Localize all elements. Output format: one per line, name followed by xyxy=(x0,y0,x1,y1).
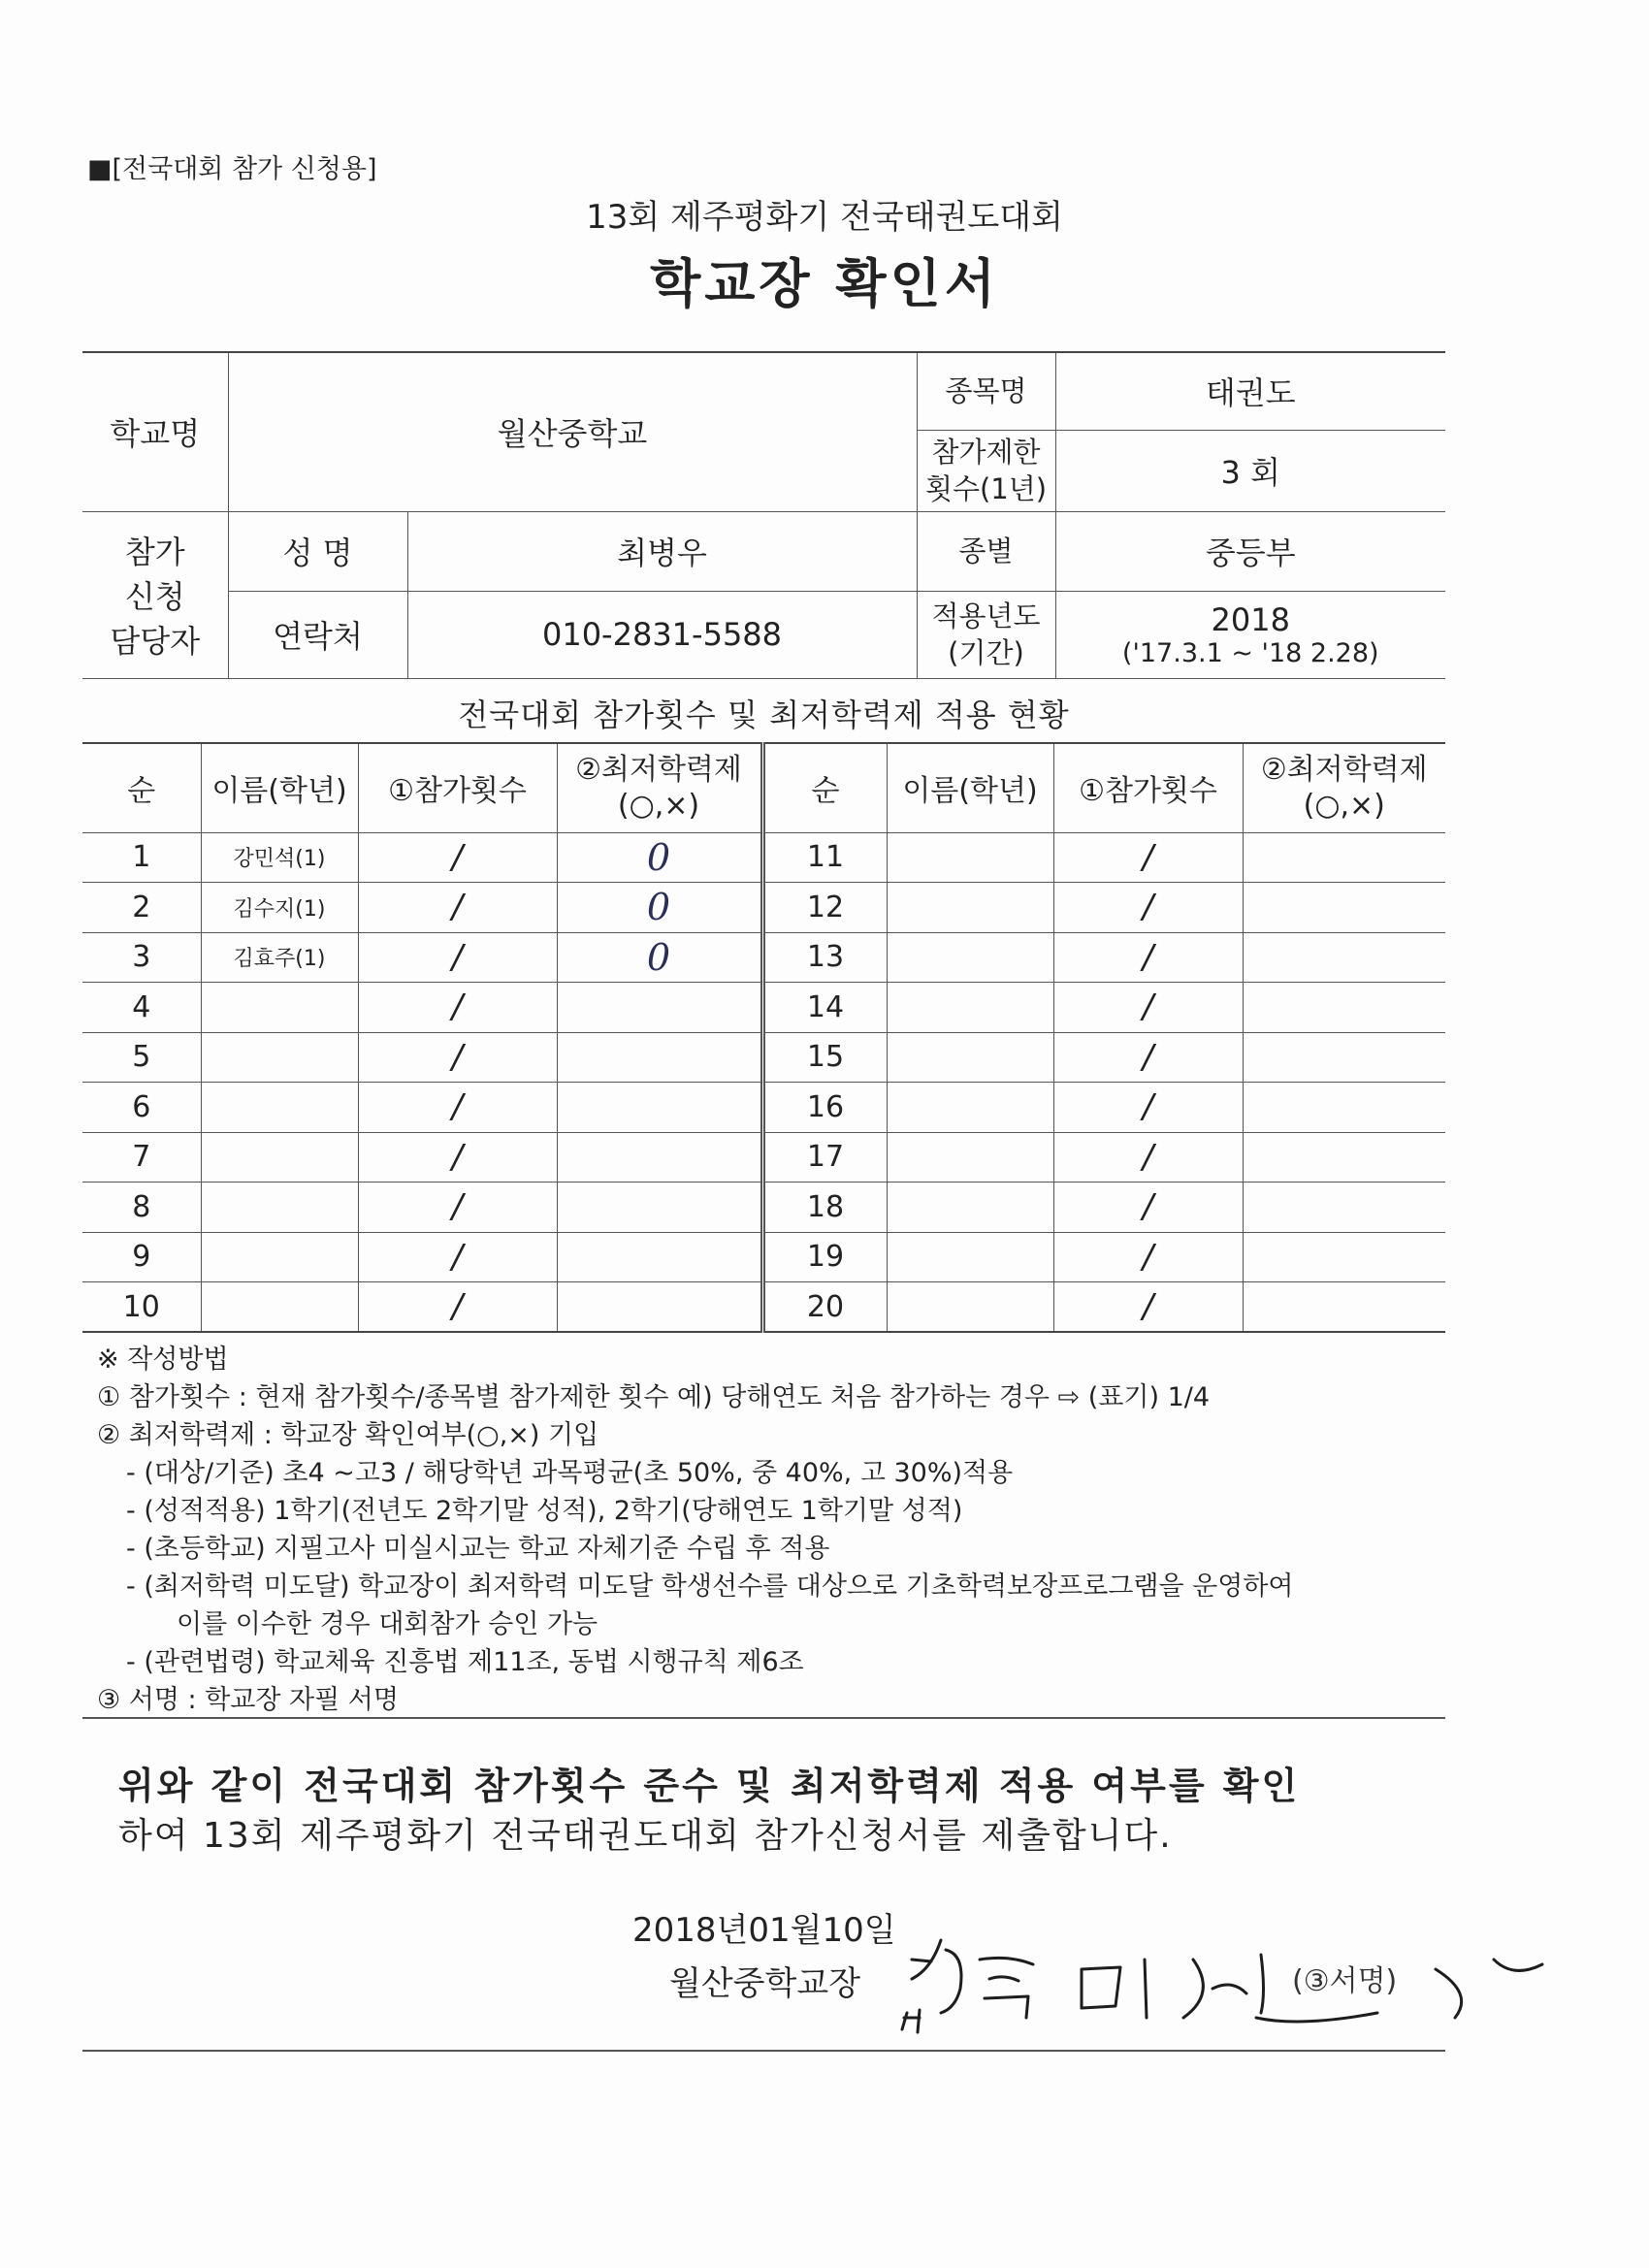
participation-count-cell: / xyxy=(1053,1232,1243,1282)
participation-count-cell: / xyxy=(358,832,557,883)
participation-limit-value: 3 회 xyxy=(1055,430,1445,511)
participation-count-cell: / xyxy=(358,1083,557,1133)
declaration-line-2: 하여 13회 제주평화기 전국태권도대회 참가신청서를 제출합니다. xyxy=(118,1816,1173,1856)
guide-item-2e: - (관련법령) 학교체육 진흥법 제11조, 동법 시행규칙 제6조 xyxy=(126,1647,804,1677)
table-row xyxy=(82,883,1445,933)
academic-check-cell xyxy=(557,1232,762,1282)
row-number: 9 xyxy=(82,1232,201,1282)
table-row xyxy=(82,1183,1445,1233)
row-number: 19 xyxy=(762,1232,887,1282)
applicable-year-label xyxy=(917,591,1055,678)
event-label: 종목명 xyxy=(917,352,1055,430)
academic-check-cell: 0 xyxy=(557,883,762,933)
student-name-cell xyxy=(887,1232,1053,1282)
table-row xyxy=(82,1232,1445,1282)
header-count: ①참가횟수 xyxy=(358,743,557,832)
row-number: 6 xyxy=(82,1083,201,1133)
student-name-cell: 강민석(1) xyxy=(201,832,358,883)
contact-label-line1: 참가 xyxy=(124,534,185,570)
guide-item-2: ② 최저학력제 : 학교장 확인여부(○,×) 기입 xyxy=(97,1420,599,1450)
competition-subtitle: 13회 제주평화기 전국태권도대회 xyxy=(586,198,1063,237)
student-name-cell xyxy=(887,1132,1053,1183)
guide-item-2d: - (최저학력 미도달) 학교장이 최저학력 미도달 학생선수를 대상으로 기초학력보장프로그램을 운영하여 xyxy=(126,1571,1294,1602)
academic-check-cell xyxy=(557,1183,762,1233)
declaration-line-1: 위와 같이 전국대회 참가횟수 준수 및 최저학력제 적용 여부를 확인 xyxy=(118,1765,1301,1807)
participation-count-cell: / xyxy=(358,1032,557,1083)
row-number: 4 xyxy=(82,983,201,1033)
participation-count-cell: / xyxy=(1053,1032,1243,1083)
academic-check-cell: 0 xyxy=(557,932,762,983)
student-name-cell xyxy=(887,1032,1053,1083)
guide-item-2c: - (초등학교) 지필고사 미실시교는 학교 자체기준 수립 후 적용 xyxy=(126,1534,830,1564)
participation-count-cell: / xyxy=(358,1132,557,1183)
event-value: 태권도 xyxy=(1055,352,1445,430)
handwritten-signature xyxy=(873,1921,1552,2037)
participation-count-cell: / xyxy=(1053,1282,1243,1333)
writing-guide xyxy=(97,1341,1455,1719)
participation-limit-label-line1: 참가제한 xyxy=(931,436,1041,469)
academic-check-cell xyxy=(557,1083,762,1133)
header-name: 이름(학년) xyxy=(201,743,358,832)
divider-line xyxy=(82,1717,1445,1719)
participation-count-cell: / xyxy=(1053,1083,1243,1133)
academic-check-cell xyxy=(1243,1232,1445,1282)
student-name-cell xyxy=(887,1083,1053,1133)
row-number: 10 xyxy=(82,1282,201,1333)
division-value: 중등부 xyxy=(1055,511,1445,591)
academic-check-cell: 0 xyxy=(557,832,762,883)
contact-name-value: 최병우 xyxy=(407,511,917,591)
student-name-cell: 김효주(1) xyxy=(201,932,358,983)
header-name-right: 이름(학년) xyxy=(887,743,1053,832)
table-row xyxy=(82,983,1445,1033)
student-name-cell xyxy=(887,983,1053,1033)
row-number: 1 xyxy=(82,832,201,883)
row-number: 7 xyxy=(82,1132,201,1183)
division-label: 종별 xyxy=(917,511,1055,591)
applicable-year-value: 2018 xyxy=(1211,600,1290,638)
participation-count-cell: / xyxy=(1053,983,1243,1033)
student-name-cell xyxy=(887,1282,1053,1333)
row-number: 5 xyxy=(82,1032,201,1083)
applicable-year-label-line1: 적용년도 xyxy=(931,599,1041,632)
applicable-year-cell xyxy=(1055,591,1445,678)
contact-person-label xyxy=(82,511,228,678)
student-name-cell xyxy=(887,1183,1053,1233)
row-number: 13 xyxy=(762,932,887,983)
records-header-row xyxy=(82,743,1445,832)
applicable-year-label-line2: (기간) xyxy=(948,636,1024,669)
student-name-cell xyxy=(201,1132,358,1183)
participation-limit-label-line2: 횟수(1년) xyxy=(924,472,1048,505)
table-row xyxy=(82,932,1445,983)
school-info-table xyxy=(82,351,1445,679)
signature-mark-label: (③서명) xyxy=(1292,1964,1398,1998)
academic-check-cell xyxy=(557,1132,762,1183)
form-usage-tag: ■[전국대회 참가 신청용] xyxy=(87,154,377,184)
guide-item-2b: - (성적적용) 1학기(전년도 2학기말 성적), 2학기(당해연도 1학기말 성적) xyxy=(126,1496,963,1526)
academic-check-cell xyxy=(1243,983,1445,1033)
guide-item-2d-continued: 이를 이수한 경우 대회참가 승인 가능 xyxy=(177,1609,598,1639)
student-name-cell xyxy=(887,932,1053,983)
row-number: 18 xyxy=(762,1183,887,1233)
table-row xyxy=(82,1132,1445,1183)
applicable-period: ('17.3.1 ~ '18 2.28) xyxy=(1121,637,1379,668)
participation-count-cell: / xyxy=(1053,932,1243,983)
participation-count-cell: / xyxy=(1053,883,1243,933)
header-academic-right xyxy=(1243,743,1445,832)
signoff-date: 2018년01월10일 xyxy=(632,1911,896,1950)
contact-phone-value: 010-2831-5588 xyxy=(407,591,917,678)
academic-check-cell xyxy=(1243,1183,1445,1233)
participation-count-cell: / xyxy=(358,1232,557,1282)
row-number: 3 xyxy=(82,932,201,983)
row-number: 12 xyxy=(762,883,887,933)
participation-limit-label xyxy=(917,430,1055,511)
contact-label-line3: 담당자 xyxy=(110,623,201,660)
row-number: 2 xyxy=(82,883,201,933)
participation-count-cell: / xyxy=(358,883,557,933)
table-row xyxy=(82,1083,1445,1133)
student-name-cell xyxy=(887,883,1053,933)
header-academic xyxy=(557,743,762,832)
academic-check-cell xyxy=(557,983,762,1033)
participation-count-cell: / xyxy=(358,983,557,1033)
participation-count-cell: / xyxy=(1053,1183,1243,1233)
student-name-cell: 김수지(1) xyxy=(201,883,358,933)
table-row xyxy=(82,832,1445,883)
row-number: 8 xyxy=(82,1183,201,1233)
student-name-cell xyxy=(201,1282,358,1333)
participation-count-cell: / xyxy=(1053,832,1243,883)
participation-records-table xyxy=(82,742,1445,1333)
guide-item-2a: - (대상/기준) 초4 ~고3 / 해당학년 과목평균(초 50%, 중 40%, 고 30%)적용 xyxy=(126,1458,1014,1488)
academic-check-cell xyxy=(1243,932,1445,983)
guide-title: ※ 작성방법 xyxy=(97,1345,229,1375)
academic-check-cell xyxy=(1243,1132,1445,1183)
header-academic-line2: (○,×) xyxy=(617,789,700,824)
row-number: 14 xyxy=(762,983,887,1033)
school-name-label: 학교명 xyxy=(82,352,228,511)
academic-check-cell xyxy=(557,1282,762,1333)
header-no-right: 순 xyxy=(762,743,887,832)
table-row xyxy=(82,1032,1445,1083)
participation-count-cell: / xyxy=(358,1282,557,1333)
participation-count-cell: / xyxy=(358,932,557,983)
school-name-value: 월산중학교 xyxy=(228,352,917,511)
header-academic-right-line2: (○,×) xyxy=(1303,789,1385,824)
row-number: 20 xyxy=(762,1282,887,1333)
header-count-right: ①참가횟수 xyxy=(1053,743,1243,832)
academic-check-cell xyxy=(1243,1032,1445,1083)
contact-label-line2: 신청 xyxy=(124,578,185,615)
header-academic-line1: ②최저학력제 xyxy=(575,753,742,788)
student-name-cell xyxy=(201,1032,358,1083)
status-heading: 전국대회 참가횟수 및 최저학력제 적용 현황 xyxy=(458,697,1070,733)
contact-name-label: 성 명 xyxy=(228,511,407,591)
table-row xyxy=(82,1282,1445,1333)
student-name-cell xyxy=(887,832,1053,883)
guide-item-3: ③ 서명 : 학교장 자필 서명 xyxy=(97,1685,399,1715)
academic-check-cell xyxy=(1243,1282,1445,1333)
row-number: 17 xyxy=(762,1132,887,1183)
header-academic-right-line1: ②최저학력제 xyxy=(1260,753,1428,788)
academic-check-cell xyxy=(1243,832,1445,883)
page-title: 학교장 확인서 xyxy=(650,253,999,314)
guide-item-1: ① 참가횟수 : 현재 참가횟수/종목별 참가제한 횟수 예) 당해연도 처음 참가하는 경우 ⇨ (표기) 1/4 xyxy=(97,1382,1211,1412)
participation-count-cell: / xyxy=(1053,1132,1243,1183)
student-name-cell xyxy=(201,1183,358,1233)
student-name-cell xyxy=(201,1083,358,1133)
academic-check-cell xyxy=(557,1032,762,1083)
row-number: 15 xyxy=(762,1032,887,1083)
principal-title: 월산중학교장 xyxy=(669,1964,861,2003)
academic-check-cell xyxy=(1243,1083,1445,1133)
row-number: 11 xyxy=(762,832,887,883)
participation-count-cell: / xyxy=(358,1183,557,1233)
contact-phone-label: 연락처 xyxy=(228,591,407,678)
student-name-cell xyxy=(201,983,358,1033)
row-number: 16 xyxy=(762,1083,887,1133)
academic-check-cell xyxy=(1243,883,1445,933)
header-no: 순 xyxy=(82,743,201,832)
divider-line-bottom xyxy=(82,2050,1445,2052)
student-name-cell xyxy=(201,1232,358,1282)
